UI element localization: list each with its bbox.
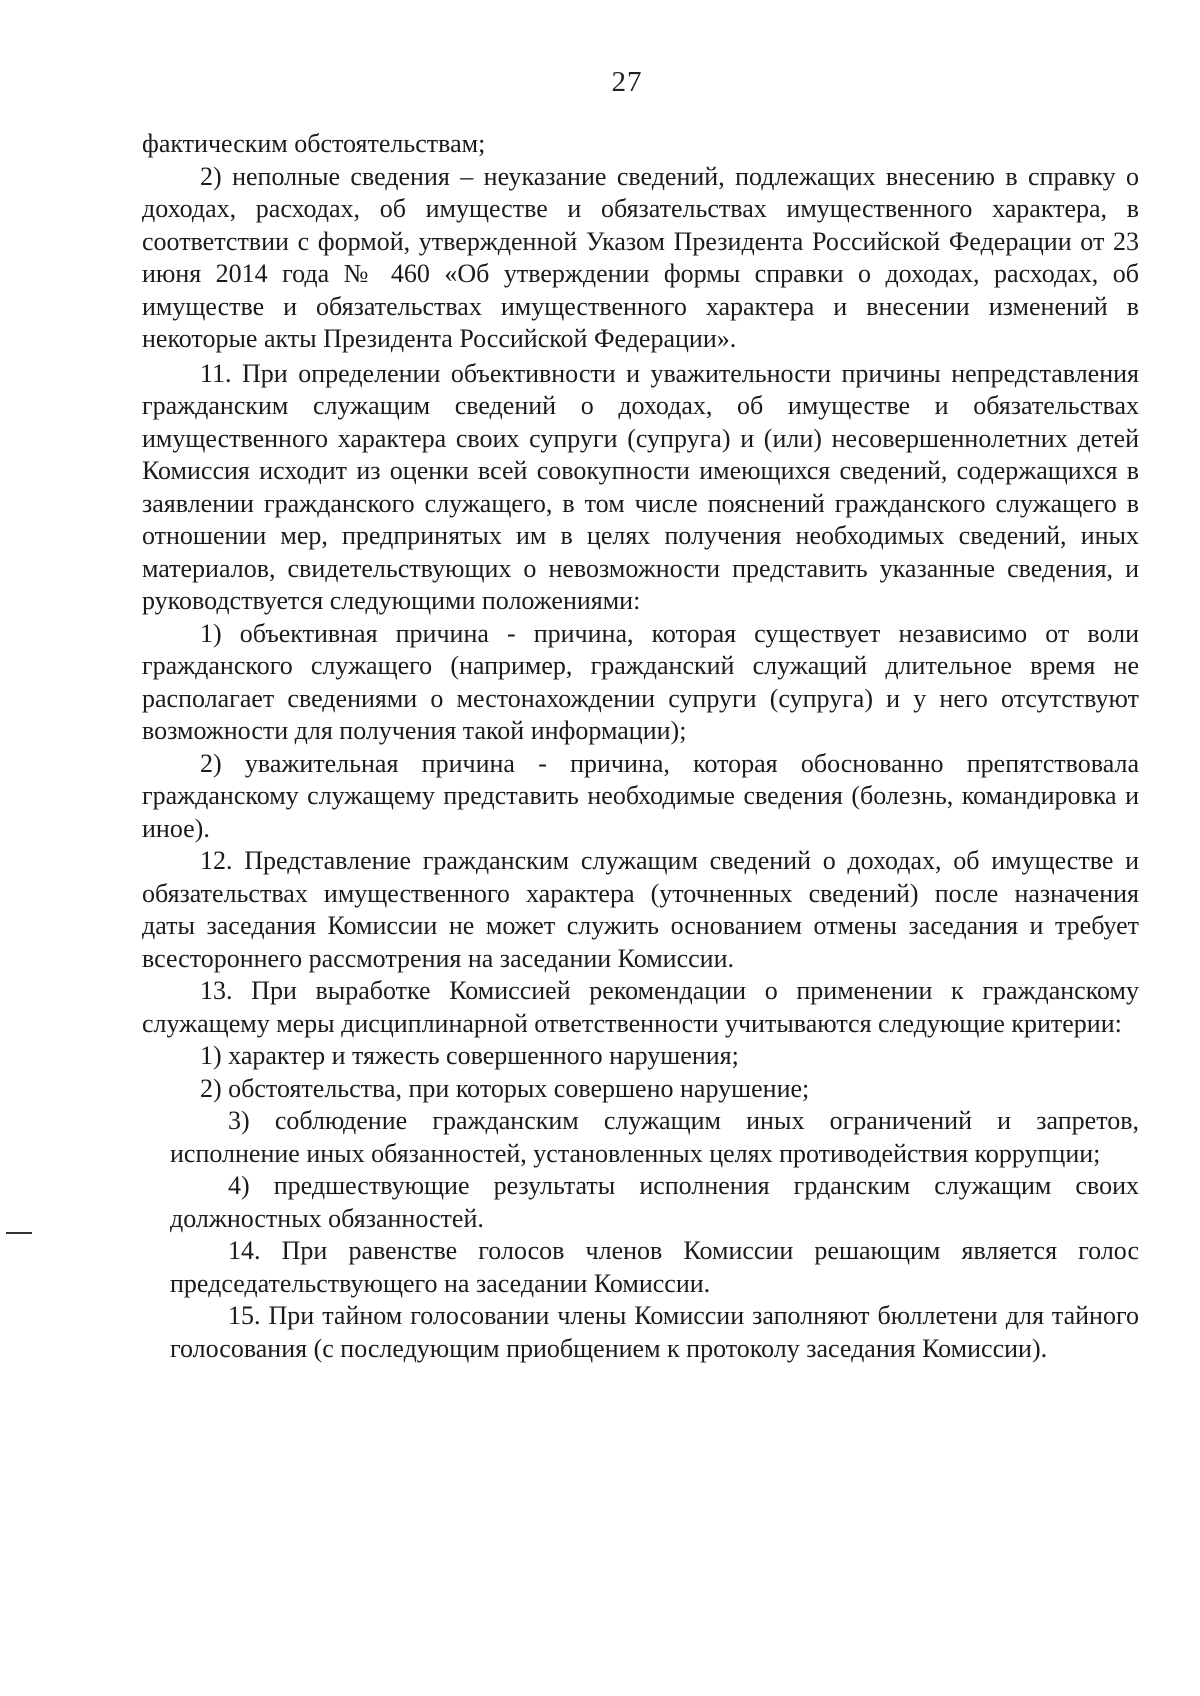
paragraph-incomplete-info: 2) неполные сведения – неуказание сведений, подлежащих внесению в справку о доходах, расходах, об имуществе и обязательствах имущественного характера, в соответствии с формой, утвержденной Указом Президента Российской Федерации от 23 июня 2014 года № 460 «Об утверждении формы справки о доходах, расходах, об имуществе и обязательствах имущественного характера и внесении изменений в некоторые акты Президента Российской Федерации». <box>142 161 1139 353</box>
document-body <box>142 128 1139 1365</box>
paragraph-item-13: 13. При выработке Комиссией рекомендации о применении к гражданскому служащему меры дисциплинарной ответственности учитываются следующие критерии: <box>142 976 1139 1038</box>
page-number: 27 <box>611 66 643 98</box>
margin-mark <box>6 1232 32 1234</box>
paragraph-valid-reason: 2) уважительная причина - причина, которая обоснованно препятствовала гражданскому служащему представить необходимые сведения (болезнь, командировка и иное). <box>142 748 1139 843</box>
paragraph-item-15: 15. При тайном голосовании члены Комиссии заполняют бюллетени для тайного голосования (с последующим приобщением к протоколу заседания Комиссии). <box>170 1301 1139 1363</box>
paragraph-item-14: 14. При равенстве голосов членов Комиссии решающим является голос председательствующего на заседании Комиссии. <box>170 1236 1139 1298</box>
criterion-1: 1) характер и тяжесть совершенного нарушения; <box>200 1041 739 1070</box>
paragraph-item-11: 11. При определении объективности и уважительности причины непредставления гражданским служащим сведений о доходах, об имуществе и обязательствах имущественного характера своих супруги (супруга) и (или) несовершеннолетних детей Комиссия исходит из оценки всей совокупности имеющихся сведений, содержащихся в заявлении гражданского служащего, в том числе пояснений гражданского служащего в отношении мер, предпринятых им в целях получения необходимых сведений, иных материалов, свидетельствующих о невозможности представить указанные сведения, и руководствуется следующими положениями: <box>142 358 1139 615</box>
criterion-2: 2) обстоятельства, при которых совершено нарушение; <box>200 1073 810 1103</box>
paragraph-continuation: фактическим обстоятельствам; <box>142 129 486 158</box>
paragraph-objective-reason: 1) объективная причина - причина, которая существует независимо от воли гражданского служащего (например, гражданский служащий длительное время не располагает сведениями о местонахождении супруги (супруга) и у него отсутствуют возможности для получения такой информации); <box>142 618 1139 745</box>
criterion-4: 4) предшествующие результаты исполнения грданским служащим своих должностных обязанностей. <box>170 1171 1139 1233</box>
shifted-text-block <box>170 1105 1139 1365</box>
paragraph-item-12: 12. Представление гражданским служащим сведений о доходах, об имуществе и обязательствах имущественного характера (уточненных сведений) после назначения даты заседания Комиссии не может служить основанием отмены заседания и требует всестороннего рассмотрения на заседании Комиссии. <box>142 846 1139 973</box>
criterion-3: 3) соблюдение гражданским служащим иных ограничений и запретов, исполнение иных обязанностей, установленных целях противодействия коррупции; <box>170 1106 1139 1168</box>
